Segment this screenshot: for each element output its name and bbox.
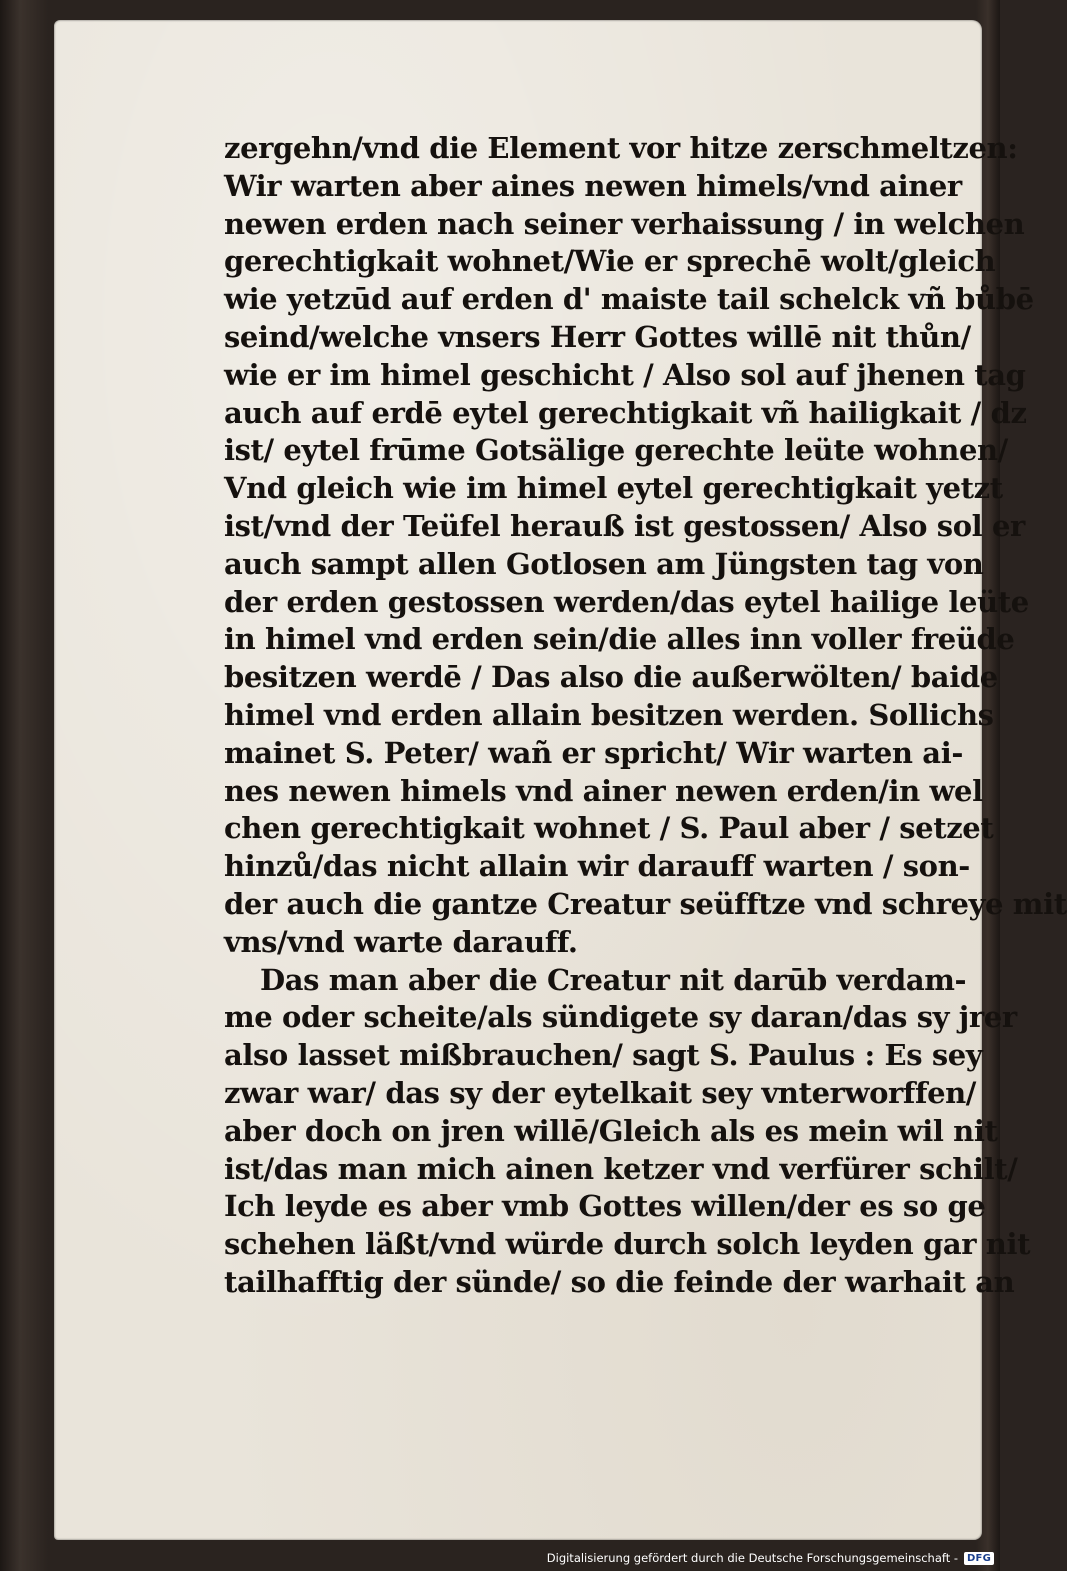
text-line: me oder scheite/als sündigete sy daran/das sy jrer [224, 1000, 1017, 1035]
text-line: der auch die gantze Creatur seüfftze vnd schreye mit [224, 886, 1067, 921]
page-text [224, 130, 1067, 1302]
text-line: auch auf erdē eytel gerechtigkait vñ hailigkait / dz [224, 395, 1027, 430]
text-line: schehen läßt/vnd würde durch solch leyden gar nit [224, 1227, 1031, 1262]
text-line: chen gerechtigkait wohnet / S. Paul aber / setzet [224, 811, 994, 846]
text-line: gerechtigkait wohnet/Wie er sprechē wolt/gleich [224, 244, 996, 279]
book-page [54, 20, 1067, 1540]
text-line: auch sampt allen Gotlosen am Jüngsten tag von [224, 546, 984, 581]
text-line: Vnd gleich wie im himel eytel gerechtigkait yetzt [224, 471, 1003, 506]
funding-footer [547, 1547, 994, 1569]
text-line: vns/vnd warte darauff. [224, 924, 578, 959]
text-line: Ich leyde es aber vmb Gottes willen/der es so ge [224, 1189, 986, 1224]
text-line: zergehn/vnd die Element vor hitze zerschmeltzen: [224, 131, 1018, 165]
text-line: der erden gestossen werden/das eytel hailige leüte [224, 584, 1029, 619]
dfg-logo: DFG [964, 1552, 994, 1565]
text-line: wie er im himel geschicht / Also sol auf jhenen tag [224, 357, 1026, 392]
funding-notice: Digitalisierung gefördert durch die Deutsche Forschungsgemeinschaft - [546, 1551, 959, 1565]
text-line: ist/das man mich ainen ketzer vnd verfürer schilt/ [224, 1151, 1018, 1186]
text-line: Das man aber die Creatur nit darūb verdam- [260, 962, 967, 997]
text-line: also lasset mißbrauchen/ sagt S. Paulus : Es sey [224, 1038, 983, 1073]
text-line: seind/welche vnsers Herr Gottes willē nit thůn/ [224, 319, 971, 354]
text-line: ist/vnd der Teüfel herauß ist gestossen/ Also sol er [224, 508, 1025, 543]
text-line: zwar war/ das sy der eytelkait sey vnterworffen/ [224, 1075, 976, 1110]
text-line: Wir warten aber aines newen himels/vnd ainer [224, 168, 962, 203]
text-line: nes newen himels vnd ainer newen erden/in wel [224, 773, 983, 808]
text-line: tailhafftig der sünde/ so die feinde der warhait an [224, 1264, 1015, 1299]
text-line: mainet S. Peter/ wañ er spricht/ Wir warten ai- [224, 735, 963, 770]
text-line: newen erden nach seiner verhaissung / in welchen [224, 206, 1025, 241]
text-line: himel vnd erden allain besitzen werden. Sollichs [224, 697, 994, 732]
text-line: wie yetzūd auf erden d' maiste tail schelck vñ bůbē [224, 282, 1034, 317]
text-line: hinzů/das nicht allain wir darauff warten / son- [224, 849, 970, 884]
text-line: besitzen werdē / Das also die außerwölten/ baide [224, 660, 998, 695]
text-line: ist/ eytel frūme Gotsälige gerechte leüte wohnen/ [224, 433, 1008, 468]
text-line: in himel vnd erden sein/die alles inn voller freüde [224, 622, 1015, 657]
text-line: aber doch on jren willē/Gleich als es mein wil nit [224, 1113, 998, 1148]
